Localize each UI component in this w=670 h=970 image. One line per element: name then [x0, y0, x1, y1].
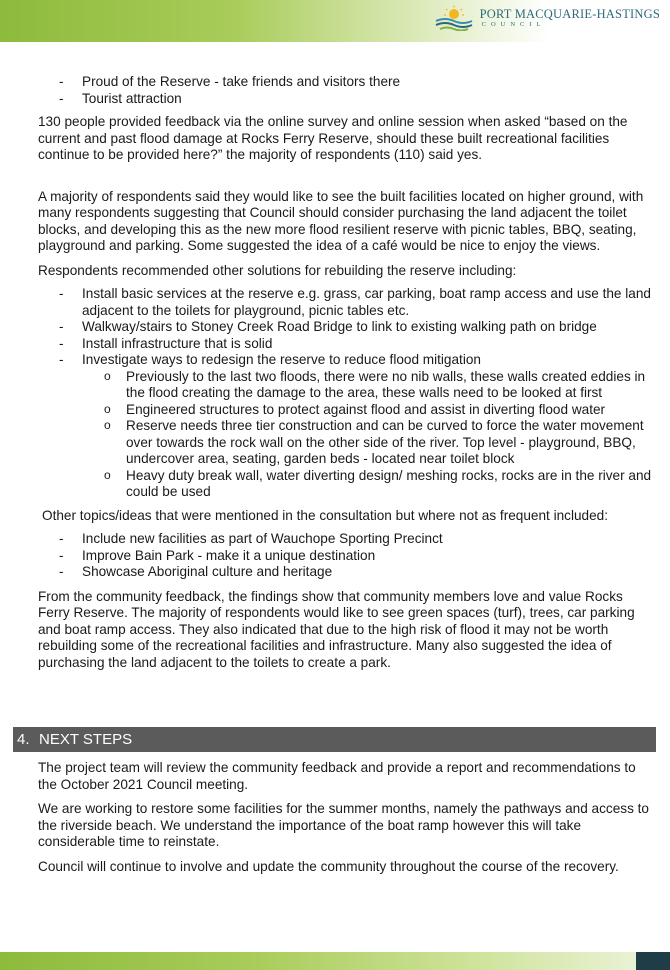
paragraph-findings: From the community feedback, the findings show that community members love and value Rocks Ferry Reserve. The majority of respondents would like to see green spaces (turf), trees, car parking and boat ramp access. They also indicated that due to the high risk of flood it may not be worth rebuilding some of the recreational facilities and infrastructure. Many also suggested the idea of purchasing the land adjacent to the toilets to create a park. — [38, 588, 635, 670]
sub-solutions-list — [82, 369, 656, 501]
list-item: - Tourist attraction — [38, 91, 656, 108]
list-item: - Include new facilities as part of Wauchope Sporting Precinct — [38, 531, 656, 548]
sub-list-item: o Heavy duty break wall, water diverting design/ meshing rocks, rocks are in the river and could be used — [82, 468, 656, 501]
list-item: - Proud of the Reserve - take friends and visitors there — [38, 74, 656, 91]
sub-list-item: o Previously to the last two floods, there were no nib walls, these walls created eddies in the flood creating the damage to the area, these walls need to be looked at first — [82, 369, 656, 402]
list-item: - Walkway/stairs to Stoney Creek Road Bridge to link to existing walking path on bridge — [38, 319, 656, 336]
list-item: - Install basic services at the reserve e.g. grass, car parking, boat ramp access and use the land adjacent to the toilets for playground, picnic tables etc. — [38, 286, 656, 319]
section-title: NEXT STEPS — [39, 731, 133, 748]
sun-waves-logo-icon — [434, 5, 474, 31]
sub-list-item: o Reserve needs three tier construction and can be curved to force the water movement over towards the rock wall on the other side of the river. Top level - playground, BBQ, undercover area, seating, garden beds - located near toilet block — [82, 418, 656, 468]
list-item: - Improve Bain Park - make it a unique destination — [38, 548, 656, 565]
logo-title: PORT MACQUARIE-HASTINGS — [479, 6, 660, 21]
paragraph-next-steps-restore: We are working to restore some facilities for the summer months, namely the pathways and access to the riverside beach. We understand the importance of the boat ramp however this will take considerable time to reinstate. — [38, 801, 649, 849]
list-item: - Install infrastructure that is solid — [38, 336, 656, 353]
section-number: 4. — [17, 731, 30, 748]
next-steps-content — [38, 760, 656, 875]
footer-band — [0, 952, 636, 970]
council-logo — [434, 3, 660, 33]
paragraph-higher-ground: A majority of respondents said they would like to see the built facilities located on higher ground, with many respondents suggesting that Council should consider purchasing the land adjacent the toilet blocks, and developing this as the new more flood resilient reserve with picnic tables, BBQ, seating, playground and parking. Some suggested the idea of a café would be nice to enjoy the views. — [38, 188, 644, 253]
paragraph-next-steps-review: The project team will review the community feedback and provide a report and recommendations to the October 2021 Council meeting. — [38, 760, 636, 792]
intro-list — [38, 74, 656, 107]
list-item — [38, 352, 656, 501]
sub-list-item: o Engineered structures to protect against flood and assist in diverting flood water — [82, 402, 656, 419]
logo-subtitle: COUNCIL — [481, 21, 546, 28]
other-topics-list — [38, 531, 656, 581]
section-heading-next-steps — [13, 727, 656, 752]
paragraph-survey-result: 130 people provided feedback via the online survey and online session when asked “based on the current and past flood damage at Rocks Ferry Reserve, should these built recreational facilities continue to be provided here?” the majority of respondents (110) said yes. — [38, 114, 628, 162]
page-number-tab — [636, 952, 670, 970]
solutions-list — [38, 286, 656, 501]
paragraph-solutions-intro: Respondents recommended other solutions for rebuilding the reserve including: — [38, 262, 517, 278]
list-item-text: Investigate ways to redesign the reserve to reduce flood mitigation — [82, 352, 481, 367]
body-content — [38, 74, 656, 671]
list-item: - Showcase Aboriginal culture and heritage — [38, 564, 656, 581]
paragraph-other-topics-intro: Other topics/ideas that were mentioned in the consultation but where not as frequent included: — [42, 507, 608, 523]
paragraph-next-steps-involve: Council will continue to involve and update the community throughout the course of the recovery. — [38, 858, 619, 874]
